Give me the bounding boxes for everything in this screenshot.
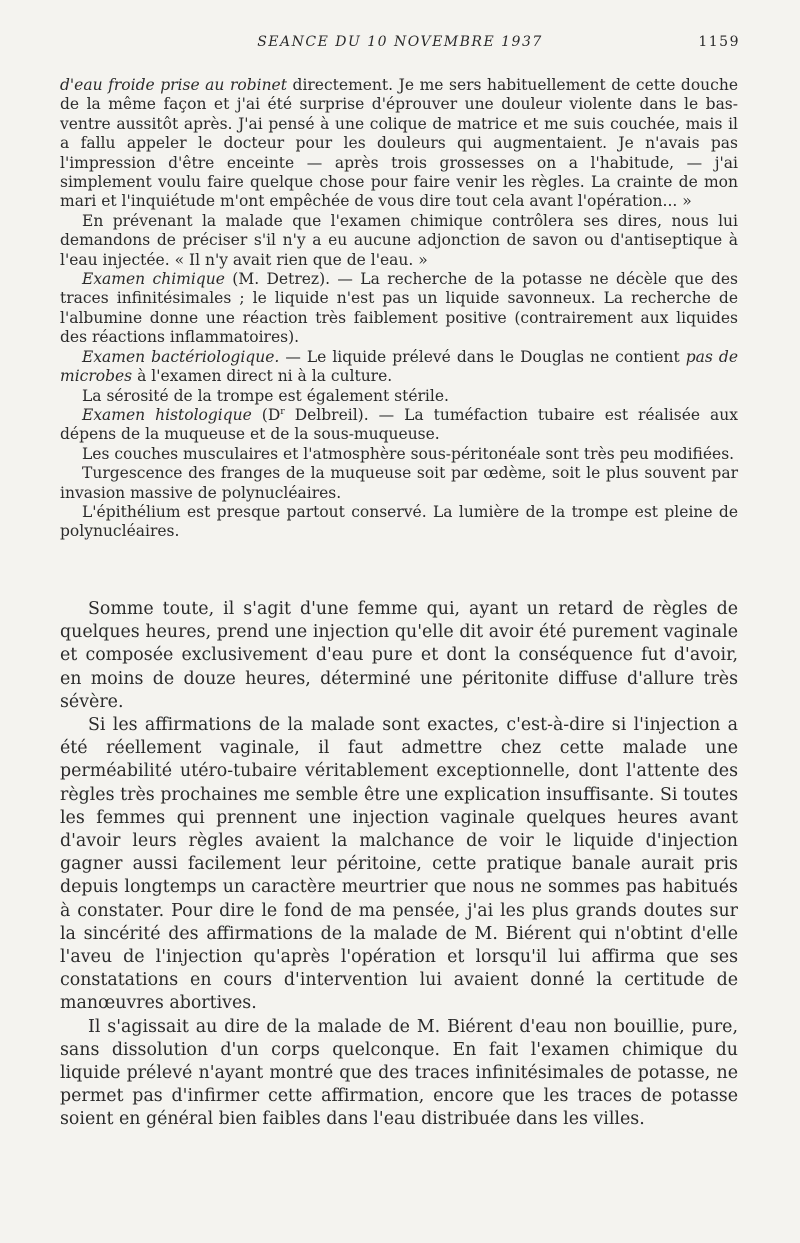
page-header (60, 34, 740, 56)
text-run: (D (251, 405, 281, 424)
section-label: Examen histologique (82, 405, 252, 424)
paragraph: Turgescence des franges de la muqueuse soit par œdème, soit le plus souvent par invasion massive de polynucléaires. (60, 464, 738, 502)
discussion-block (60, 598, 738, 1132)
emphasis: d'eau froide prise au robinet (60, 76, 287, 94)
superscript: r (280, 405, 285, 417)
paragraph: Il s'agissait au dire de la malade de M. Biérent d'eau non bouillie, pure, sans dissolution d'un corps quelconque. En fait l'examen chimique du liquide prélevé n'ayant montré que des traces infinitésimales de potasse, ne permet pas d'infirmer cette affirmation, encore que les traces de potasse soient en général bien faibles dans l'eau distribuée dans les villes. (60, 1016, 738, 1130)
paragraph: Les couches musculaires et l'atmosphère sous-péritonéale sont très peu modifiées. (82, 444, 735, 463)
text-run: directement. Je me sers habituellement de cette douche de la même façon et j'ai été surprise d'éprouver une douleur violente dans le bas-ventre aussitôt après. J'ai pensé à une colique de matrice et me suis couchée, mais il a fallu appeler le docteur pour les douleurs qui augmentaient. Je n'avais pas l'impression d'être enceinte — après trois grossesses on a l'habitude, — j'ai simplement voulu faire quelque chose pour faire venir les règles. La crainte de mon mari et l'inquiétude m'ont empêchée de vous dire tout cela avant l'opération... » (60, 76, 738, 211)
paragraph: La sérosité de la trompe est également stérile. (82, 386, 449, 405)
paragraph (60, 348, 738, 387)
paragraph (60, 76, 738, 212)
section-label: Examen chimique (82, 270, 225, 289)
emphasis: pas de microbes (60, 347, 738, 386)
text-run: (M. Detrez). — La recherche de la potasse ne décèle que des traces infinitésimales ; le liquide n'est pas un liquide savonneux. La recherche de l'albumine donne une réaction très faiblement positive (contrairement aux liquides des réactions inflammatoires). (60, 270, 738, 347)
text-run: Delbreil). — La tuméfaction tubaire est réalisée aux dépens de la muqueuse et de la sous-muqueuse. (60, 405, 738, 444)
section-label: Examen bactériologique. (82, 347, 280, 366)
paragraph: L'épithélium est presque partout conservé. La lumière de la trompe est pleine de polynucléaires. (60, 502, 738, 541)
paragraph: Si les affirmations de la malade sont exactes, c'est-à-dire si l'injection a été réellement vaginale, il faut admettre chez cette malade une perméabilité utéro-tubaire véritablement exceptionnelle, dont l'attente des règles très prochaines me semble être une explication insuffisante. Si toutes les femmes qui prennent une injection vaginale quelques heures avant d'avoir leurs règles avaient la malchance de voir le liquide d'injection gagner aussi facilement leur péritoine, cette pratique banale aurait pris depuis longtemps un caractère meurtrier que nous ne sommes pas habitués à constater. Pour dire le fond de ma pensée, j'ai les plus grands doutes sur la sincérité des affirmations de la malade de M. Biérent qui n'obtint d'elle l'aveu de l'injection qu'après l'opération et lorsqu'il lui affirma que ses constatations en cours d'intervention lui avaient donné la certitude de manœuvres abortives. (60, 715, 738, 1014)
case-report-block (60, 76, 738, 542)
paragraph (60, 270, 738, 348)
paragraph: En prévenant la malade que l'examen chimique contrôlera ses dires, nous lui demandons de préciser s'il n'y a eu aucune adjonction de savon ou d'antiseptique à l'eau injectée. « Il n'y avait rien que de l'eau. » (60, 211, 738, 269)
page-number: 1159 (698, 34, 740, 50)
paragraph: Somme toute, il s'agit d'une femme qui, ayant un retard de règles de quelques heures, prend une injection qu'elle dit avoir été purement vaginale et composée exclusivement d'eau pure et dont la conséquence fut d'avoir, en moins de douze heures, déterminé une péritonite diffuse d'allure très sévère. (60, 599, 738, 712)
paragraph (60, 406, 738, 445)
text-run: à l'examen direct ni à la culture. (132, 367, 393, 386)
running-head: SEANCE DU 10 NOVEMBRE 1937 (257, 34, 543, 50)
text-run: — Le liquide prélevé dans le Douglas ne contient (279, 347, 686, 366)
